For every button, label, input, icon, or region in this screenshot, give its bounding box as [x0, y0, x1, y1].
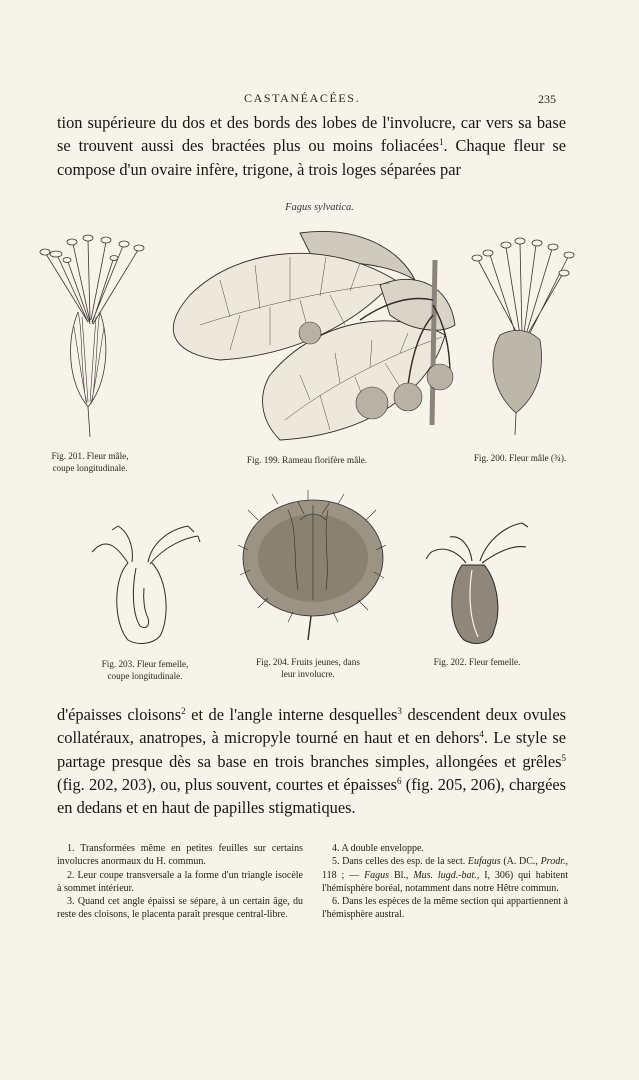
running-head: [0, 91, 639, 107]
footnote-number: 4.: [332, 843, 340, 854]
text-span: (fig. 202, 203), ou, plus souvent, courtes et épaisses: [57, 774, 398, 794]
text-span: . Chaque fleur se compose d'un ovaire infère, trigone, à trois loges séparées par: [57, 136, 566, 179]
body-paragraph-top: [57, 111, 566, 181]
footnote-text: Leur coupe transversale a la forme d'un triangle isocèle à sommet intérieur.: [57, 869, 303, 894]
footnote-text: Transformées même en petites feuilles sur certains involucres anormaux du H. commun.: [57, 843, 303, 868]
footnote-italic: Prodr.: [540, 856, 566, 868]
footnote-4: [322, 842, 568, 855]
footnote-6: [322, 895, 568, 922]
text-span: tion supérieure du dos et des bords des lobes de l'involucre, car vers sa base se trouvent aussi des bractées plus ou moins foliacées: [57, 113, 566, 156]
caption-fig-203: [85, 659, 205, 682]
text-span: . Le style se partage presque dès sa base en trois branches simples, allongées et grêles: [57, 728, 567, 771]
footnote-italic: Eufagus: [467, 856, 501, 868]
footnote-ref[interactable]: 2: [181, 706, 186, 716]
footnote-text: Dans celles des esp. de la sect.: [339, 856, 468, 868]
footnote-text: , I, 306) qui habitent l'hémisphère boréal, notamment dans notre Hêtre commun.: [322, 869, 569, 894]
footnote-ref[interactable]: 1: [438, 137, 444, 148]
footnote-number: 3.: [67, 896, 75, 908]
caption-line: Fig. 202. Fleur femelle.: [433, 657, 521, 667]
footnote-text: Dans les espèces de la même section qui appartiennent à l'hémisphère austral.: [322, 896, 568, 921]
footnote-text: (A. DC.,: [500, 856, 541, 868]
figure-202-female-flower: [422, 515, 532, 650]
caption-fig-201: [40, 451, 140, 474]
caption-line: Fig. 201. Fleur mâle,: [51, 451, 129, 461]
caption-line: Fig. 203. Fleur femelle,: [101, 659, 189, 669]
footnote-text: Quand cet angle épaissi se sépare, à un certain âge, du reste des cloisons, le placenta paraît presque central-libre.: [57, 896, 303, 921]
caption-line: leur involucre.: [281, 668, 335, 679]
figure-200-male-flower: [470, 235, 582, 440]
footnote-1: [57, 842, 303, 869]
footnote-5: [322, 855, 568, 895]
caption-line: coupe longitudinale.: [52, 462, 128, 473]
footnote-number: 5.: [332, 856, 340, 868]
footnote-number: 2.: [67, 869, 75, 881]
caption-fig-199: [222, 455, 392, 467]
caption-line: coupe longitudinale.: [107, 670, 183, 681]
footnote-text: Bl.,: [389, 869, 414, 881]
footnote-2: [57, 869, 303, 896]
caption-line: Fig. 199. Rameau florifère mâle.: [246, 455, 368, 465]
running-title: CASTANÉACÉES.: [244, 91, 361, 105]
text-span: descendent deux ovules collatéraux, anatropes, à micropyle tourné en haut et en dehors: [57, 705, 566, 748]
caption-fig-204: [238, 657, 378, 680]
caption-fig-202: [412, 657, 542, 669]
footnote-text: , 118 ; —: [322, 856, 568, 881]
figure-204-young-fruits: [238, 490, 388, 645]
footnote-ref[interactable]: 4: [479, 729, 484, 740]
footnote-3: [57, 895, 303, 922]
figure-201-male-flower-section: [38, 232, 148, 442]
footnotes-right-column: [322, 842, 568, 922]
footnote-ref[interactable]: 3: [397, 706, 402, 716]
footnote-italic: Fagus: [364, 869, 390, 881]
footnotes-left-column: [57, 842, 303, 922]
figure-199-flowering-branch: [150, 225, 465, 445]
caption-line: Fig. 204. Fruits jeunes, dans: [256, 657, 360, 667]
footnote-number: 1.: [67, 843, 75, 854]
body-paragraph-bottom: [57, 703, 566, 819]
footnote-ref[interactable]: 6: [397, 775, 402, 786]
text-span: d'épaisses cloisons: [57, 705, 182, 724]
footnote-number: 6.: [332, 896, 340, 908]
page-number: 235: [538, 92, 556, 106]
text-span: et de l'angle interne desquelles: [185, 705, 398, 724]
caption-fig-200: [440, 453, 600, 465]
plate-title: Fagus sylvatica.: [285, 202, 354, 213]
text-span: (fig. 205, 206), chargées en dedans et en haut de papilles stigmatiques.: [57, 774, 567, 818]
figure-203-female-flower-section: [88, 518, 203, 648]
footnote-text: A double enveloppe.: [339, 843, 424, 854]
footnote-italic: Mus. lugd.-bat.: [413, 869, 477, 881]
caption-line: Fig. 200. Fleur mâle (¾).: [473, 453, 567, 463]
footnote-ref[interactable]: 5: [561, 752, 566, 763]
